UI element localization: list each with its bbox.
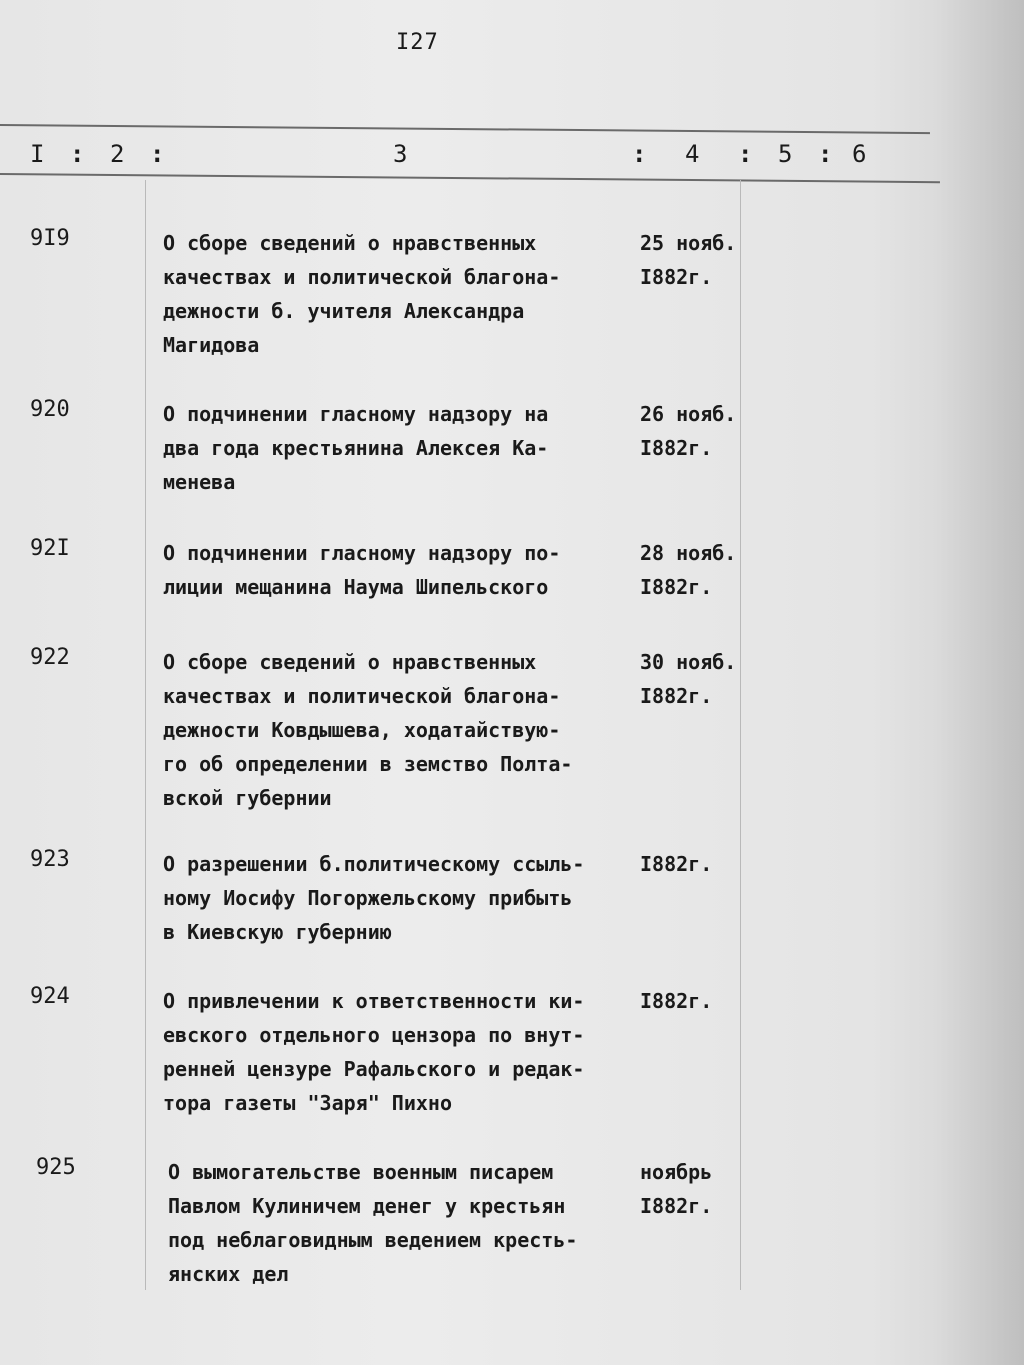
header-bottom-rule: [0, 173, 940, 183]
column-divider: [145, 180, 146, 1290]
column-separator: :: [632, 140, 647, 168]
header-top-rule: [0, 124, 930, 134]
entry-number: 92I: [30, 536, 70, 561]
entry-title: О сборе сведений о нравственных качествах и политической благона- дежности б. учителя Александра Магидова: [163, 231, 561, 357]
page-number: I27: [396, 30, 439, 55]
column-2-label: 2: [110, 140, 125, 168]
entry-title: О сборе сведений о нравственных качествах и политической благона- дежности Ковдышева, ходатайствую- го об определении в земство Полта- вской губернии: [163, 650, 573, 810]
entry-title: О подчинении гласному надзору по- лиции мещанина Наума Шипельского: [163, 541, 561, 599]
column-separator: :: [738, 140, 753, 168]
entry-number: 920: [30, 397, 70, 422]
column-separator: :: [150, 140, 165, 168]
entry-title: О разрешении б.политическому ссыль- ному Иосифу Погоржельскому прибыть в Киевскую губернию: [163, 852, 585, 944]
entry-number: 922: [30, 645, 70, 670]
column-5-label: 5: [778, 140, 793, 168]
column-1-label: I: [30, 140, 45, 168]
column-separator: :: [818, 140, 833, 168]
entry-number: 924: [30, 984, 70, 1009]
entry-number: 923: [30, 847, 70, 872]
column-4-label: 4: [685, 140, 700, 168]
entry-date: 30 нояб. I882г.: [640, 650, 737, 708]
entry-date: I882г.: [640, 989, 713, 1013]
column-separator: :: [70, 140, 85, 168]
entry-title: О привлечении к ответственности ки- евского отдельного цензора по внут- ренней цензуре Рафальского и редак- тора газеты "Заря" Пихно: [163, 989, 585, 1115]
entry-date: I882г.: [640, 852, 713, 876]
entry-number: 9I9: [30, 226, 70, 251]
entry-number: 925: [36, 1155, 76, 1180]
entry-title: О подчинении гласному надзору на два года крестьянина Алексея Ка- менева: [163, 402, 549, 494]
entry-date: 26 нояб. I882г.: [640, 402, 737, 460]
column-3-label: 3: [393, 140, 408, 168]
column-divider: [740, 180, 741, 1290]
entry-date: 25 нояб. I882г.: [640, 231, 737, 289]
entry-date: 28 нояб. I882г.: [640, 541, 737, 599]
entry-date: ноябрь I882г.: [640, 1160, 713, 1218]
page-shadow: [934, 0, 1024, 1365]
column-6-label: 6: [852, 140, 867, 168]
entry-title: О вымогательстве военным писарем Павлом Кулиничем денег у крестьян под неблаговидным ведением кресть- янских дел: [168, 1160, 578, 1286]
